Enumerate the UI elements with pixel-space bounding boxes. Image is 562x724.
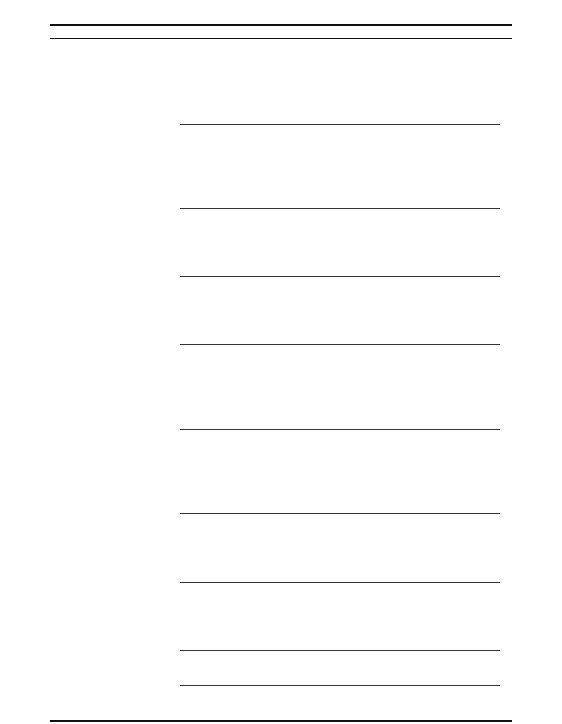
group-separator [180,650,500,651]
table-header-rule [50,38,512,39]
table-bottom-rule [50,720,512,722]
group-separator [180,685,500,686]
group-separator [180,344,500,345]
group-separator [180,124,500,125]
group-separator [180,276,500,277]
group-separator [180,208,500,209]
group-separator [180,429,500,430]
table-top-rule [50,24,512,26]
group-separator [180,582,500,583]
group-separator [180,513,500,514]
